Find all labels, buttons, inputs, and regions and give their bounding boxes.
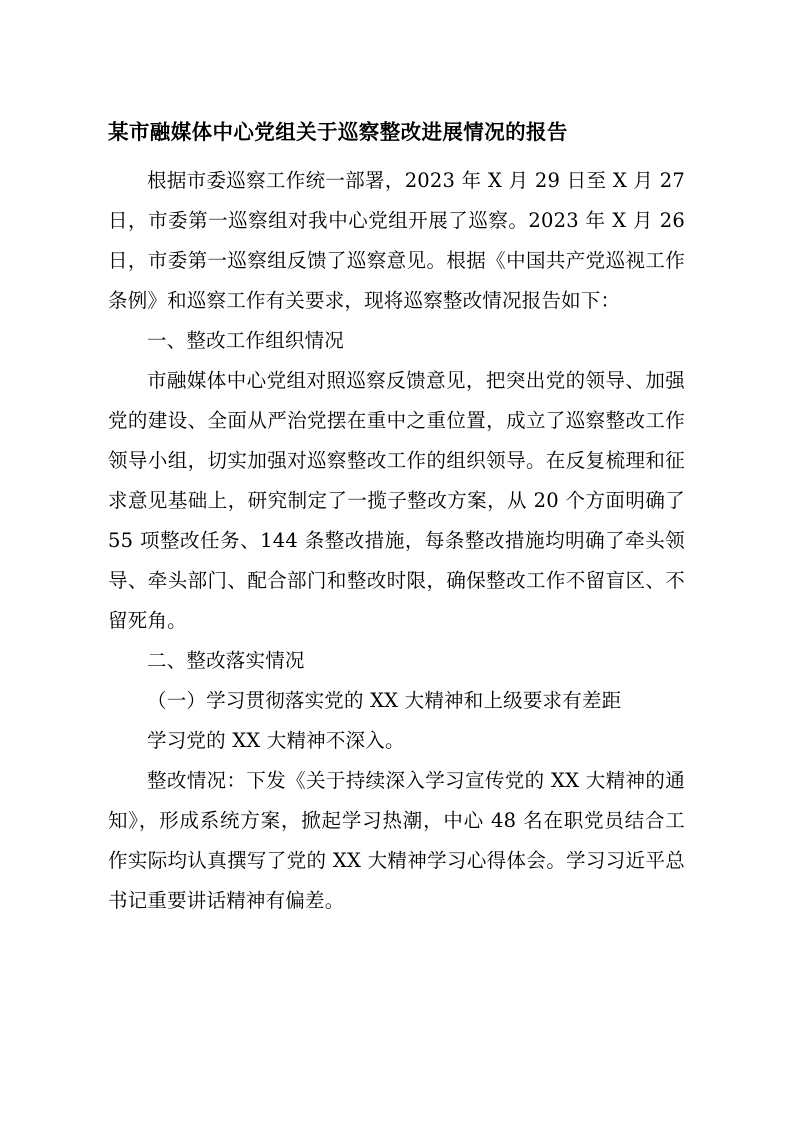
paragraph-subsection-one-body: 整改情况：下发《关于持续深入学习宣传党的 XX 大精神的通知》，形成系统方案，掀起学习热潮，中心 48 名在职党员结合工作实际均认真撰写了党的 XX 大精神学习心得体会。学习习近平总书记重要讲话精神有偏差。 bbox=[108, 768, 685, 912]
paragraph-subsection-one-lead: 学习党的 XX 大精神不深入。 bbox=[147, 728, 405, 752]
subsection-heading-one: （一）学习贯彻落实党的 XX 大精神和上级要求有差距 bbox=[147, 688, 622, 712]
section-heading-one: 一、整改工作组织情况 bbox=[147, 328, 345, 352]
paragraph-intro: 根据市委巡察工作统一部署，2023 年 X 月 29 日至 X 月 27 日，市委第一巡察组对我中心党组开展了巡察。2023 年 X 月 26 日，市委第一巡察组反馈了巡察意见。根据《中国共产党巡视工作条例》和巡察工作有关要求，现将巡察整改情况报告如下： bbox=[108, 168, 685, 312]
section-heading-two: 二、整改落实情况 bbox=[147, 648, 305, 672]
page-title: 某市融媒体中心党组关于巡察整改进展情况的报告 bbox=[108, 120, 568, 144]
paragraph-section-one-body: 市融媒体中心党组对照巡察反馈意见，把突出党的领导、加强党的建设、全面从严治党摆在重中之重位置，成立了巡察整改工作领导小组，切实加强对巡察整改工作的组织领导。在反复梳理和征求意见基础上，研究制定了一揽子整改方案，从 20 个方面明确了 55 项整改任务、144 条整改措施，每条整改措施均明确了牵头领导、牵头部门、配合部门和整改时限，确保整改工作不留盲区、不留死角。 bbox=[108, 368, 685, 632]
